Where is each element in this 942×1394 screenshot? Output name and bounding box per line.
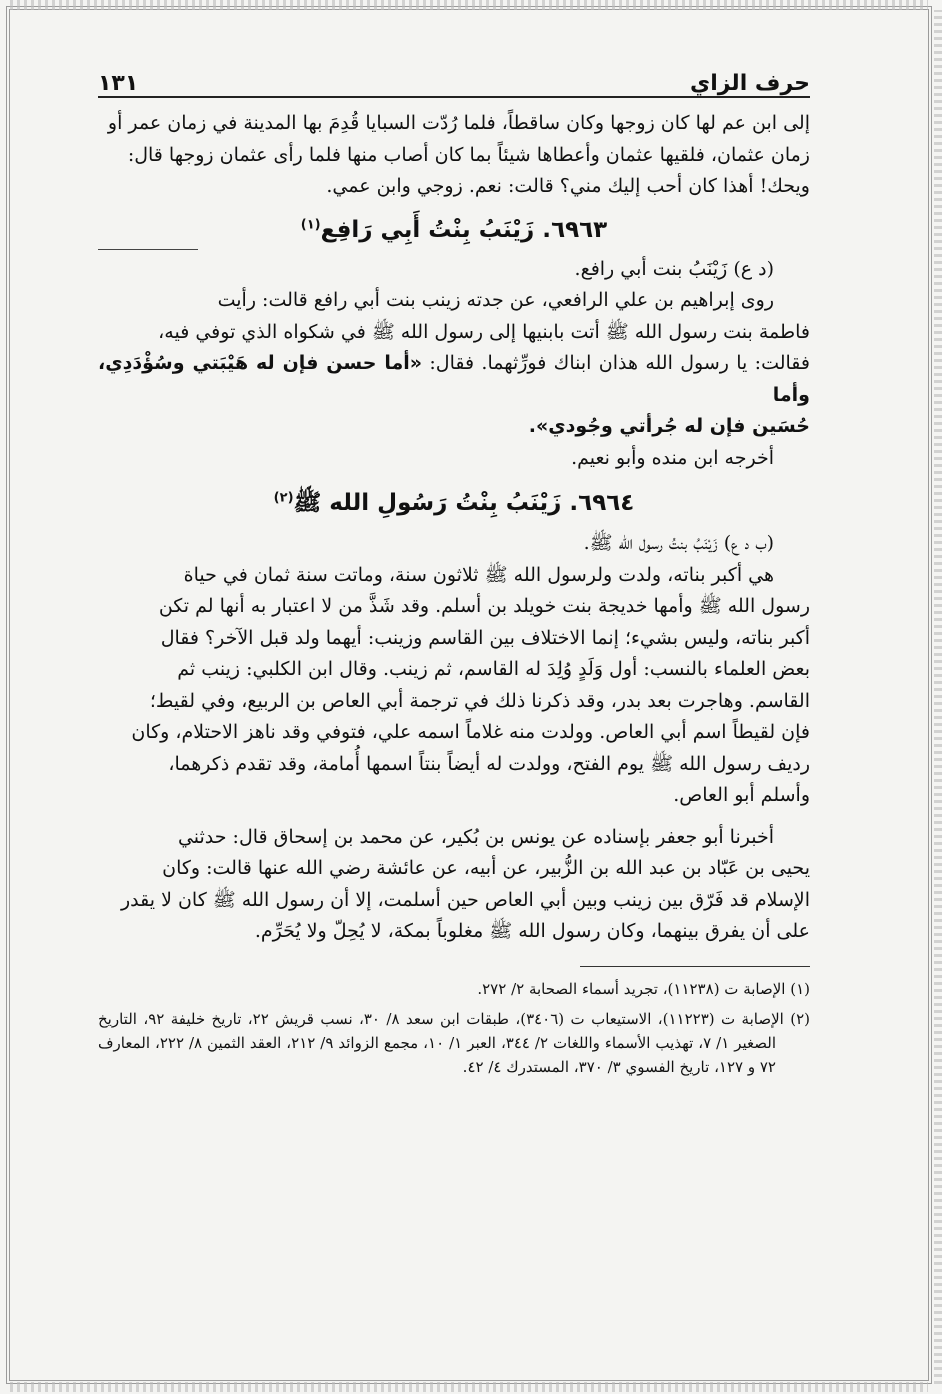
text-line: فإن لقيطاً اسم أبي العاص. وولدت منه غلاماً اسمه علي، فتوفي وقد ناهز الاحتلام، وكان <box>131 721 810 743</box>
separator <box>98 249 198 250</box>
text-line: رديف رسول الله ﷺ يوم الفتح، وولدت له أيضاً بنتاً اسمها أُمامة، وقد تقدم ذكرهما، <box>168 752 810 775</box>
text-line: الإسلام قد فَرّق بين زينب وبين أبي العاص حين أسلمت، إلا أن رسول الله ﷺ كان لا يقدر <box>120 888 810 911</box>
ornament-top <box>10 0 928 10</box>
text-line: أخبرنا أبو جعفر بإسناده عن يونس بن بُكير، عن محمد بن إسحاق قال: حدثني <box>177 825 774 848</box>
text-line: القاسم. وهاجرت بعد بدر، وقد ذكرنا ذلك في ترجمة أبي العاص بن الربيع، وفي لقيط؛ <box>149 689 810 712</box>
text-line: بعض العلماء بالنسب: أول وَلَدٍ وُلِدَ له القاسم، ثم زينب. وقال ابن الكلبي: زينب ثم <box>177 658 810 680</box>
text-line <box>98 411 810 443</box>
text-line: رسول الله ﷺ وأمها خديجة بنت خويلد بن أسلم. وقد شَذَّ من لا اعتبار به أنها لم تكن <box>158 595 810 617</box>
ornament-bottom <box>10 1382 928 1392</box>
hadith-quote: «أما حسن فإن له هَيْبَتي وسُؤْدَدِي، وأما <box>98 352 810 406</box>
text-line: هي أكبر بناته، ولدت ولرسول الله ﷺ ثلاثون سنة، وماتت سنة ثمان في حياة <box>183 563 774 586</box>
entry-symbols: (د ع) زَيْنَبُ بنت أبي رافع. <box>574 257 774 280</box>
footnote-divider <box>580 966 810 967</box>
book-page <box>98 62 810 1312</box>
text-line: روى إبراهيم بن علي الرافعي، عن جدته زينب بنت أبي رافع قالت: رأيت <box>217 289 774 311</box>
footnote-ref: (٢) <box>273 490 294 506</box>
text-line: وأسلم أبو العاص. <box>673 784 810 806</box>
page-number: ١٣١ <box>98 71 139 96</box>
entry-title-text: ٦٩٦٤. زَيْنَبُ بِنْتُ رَسُولِ الله ﷺ <box>293 490 635 516</box>
hadith-quote: حُسَين فإن له جُرأتي وجُودي». <box>528 415 810 437</box>
entry-symbols: (ب د ع) زَيْنَبُ بنتُ رسول الله ﷺ. <box>583 532 774 554</box>
footnote-ref: (١) <box>300 216 321 232</box>
text-line: أكبر بناته، وليس بشيء؛ إنما الاختلاف بين القاسم وزينب: أيهما ولد قبل الآخر؟ فقال <box>160 626 810 649</box>
text-line <box>98 348 810 411</box>
text-line: يحيى بن عَبّاد بن عبد الله بن الزُّبير، عن أبيه، عن عائشة رضي الله عنها قالت: وكان <box>162 857 810 879</box>
entry-title-6963 <box>98 217 810 243</box>
text-line: ويحك! أهذا كان أحب إليك مني؟ قالت: نعم. زوجي وابن عمي. <box>326 175 810 197</box>
entry-title-text: ٦٩٦٣. زَيْنَبُ بِنْتُ أَبِي رَافِع <box>320 216 608 243</box>
entry-title-6964 <box>98 488 810 522</box>
text-line: على أن يفرق بينهما، وكان رسول الله ﷺ مغلوباً بمكة، لا يُحِلّ ولا يُحَرِّم. <box>254 920 810 942</box>
footnote-1: (١) الإصابة ت (١١٢٣٨)، تجريد أسماء الصحابة ٢/ ٢٧٢. <box>477 979 810 998</box>
text-line: إلى ابن عم لها كان زوجها وكان ساقطاً، فلما رُدّت السبايا قُدِمَ بها المدينة في زمان عمر أو <box>107 112 810 134</box>
footnote-2: (٢) الإصابة ت (١١٢٢٣)، الاستيعاب ت (٣٤٠٦)، طبقات ابن سعد ٨/ ٣٠، نسب قريش ٢٢، تاريخ خليفة ٩٢، التاريخ الصغير ١/ ٧، تهذيب الأسماء واللغات ٢/ ٣٤٤، العبر ١/ ١٠، مجمع الزوائد ٩/ ٢١٢، العقد الثمين ٨/ ٢٢٢، المعارف ٧٢ و ١٢٧، تاريخ الفسوي ٣/ ٣٧٠، المستدرك ٤/ ٤٢. <box>98 1009 810 1076</box>
takhrij-line: أخرجه ابن منده وأبو نعيم. <box>571 446 774 469</box>
chapter-title: حرف الزاي <box>690 71 810 96</box>
text-line: زمان عثمان، فلقيها عثمان وأعطاها شيئاً بما كان أصاب منها فلما رأى عثمان زوجها قال: <box>127 143 810 166</box>
text-line: فاطمة بنت رسول الله ﷺ أتت بابنيها إلى رسول الله ﷺ في شكواه الذي توفي فيه، <box>158 320 810 343</box>
running-header <box>98 62 810 98</box>
ornament-right <box>934 10 942 1384</box>
text-span: فقالت: يا رسول الله هذان ابناك فورِّثهما. فقال: <box>429 352 810 374</box>
